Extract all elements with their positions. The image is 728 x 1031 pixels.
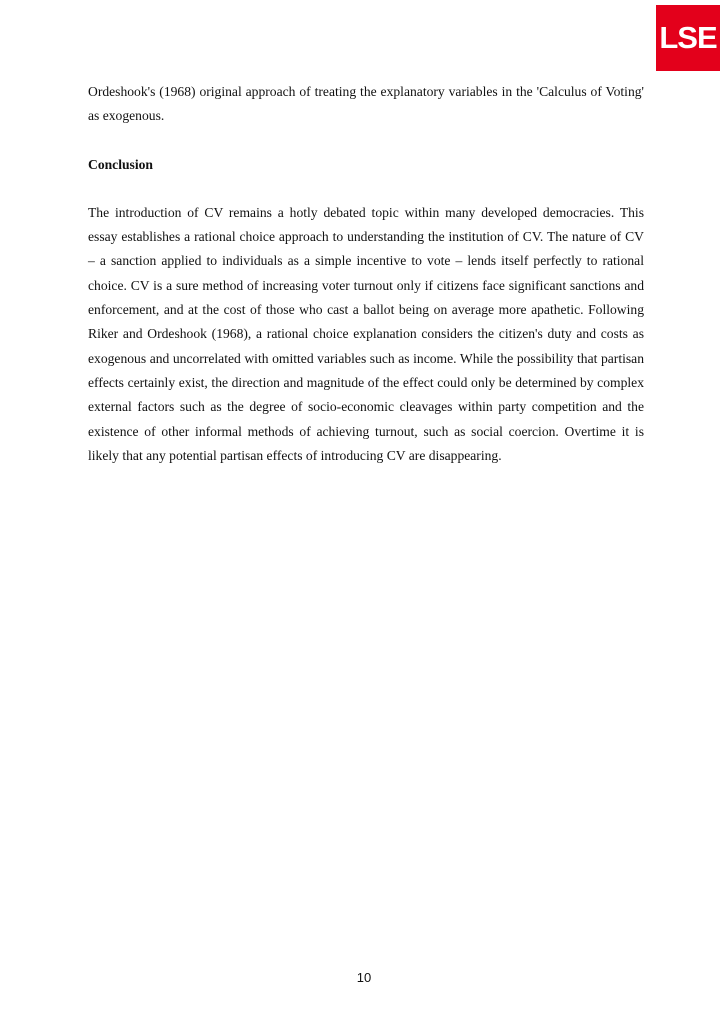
- conclusion-heading: Conclusion: [88, 156, 153, 172]
- document-body: [88, 80, 644, 468]
- intro-paragraph: Ordeshook's (1968) original approach of treating the explanatory variables in the 'Calculus of Voting' as exogenous.: [88, 84, 644, 124]
- page-number: 10: [356, 970, 372, 985]
- lse-logo: [656, 5, 720, 71]
- conclusion-paragraph: The introduction of CV remains a hotly debated topic within many developed democracies. This essay establishes a rational choice approach to understanding the institution of CV. The nature of CV – a sanction applied to individuals as a simple incentive to vote – lends itself perfectly to rational choice. CV is a sure method of increasing voter turnout only if citizens face significant sanctions and enforcement, and at the cost of those who cast a ballot being on average more apathetic. Following Riker and Ordeshook (1968), a rational choice explanation considers the citizen's duty and costs as exogenous and uncorrelated with omitted variables such as income. While the possibility that partisan effects certainly exist, the direction and magnitude of the effect could only be determined by complex external factors such as the degree of socio-economic cleavages within party competition and the existence of other informal methods of achieving turnout, such as social coercion. Overtime it is likely that any potential partisan effects of introducing CV are disappearing.: [88, 204, 644, 463]
- lse-logo-text: LSE: [659, 20, 717, 55]
